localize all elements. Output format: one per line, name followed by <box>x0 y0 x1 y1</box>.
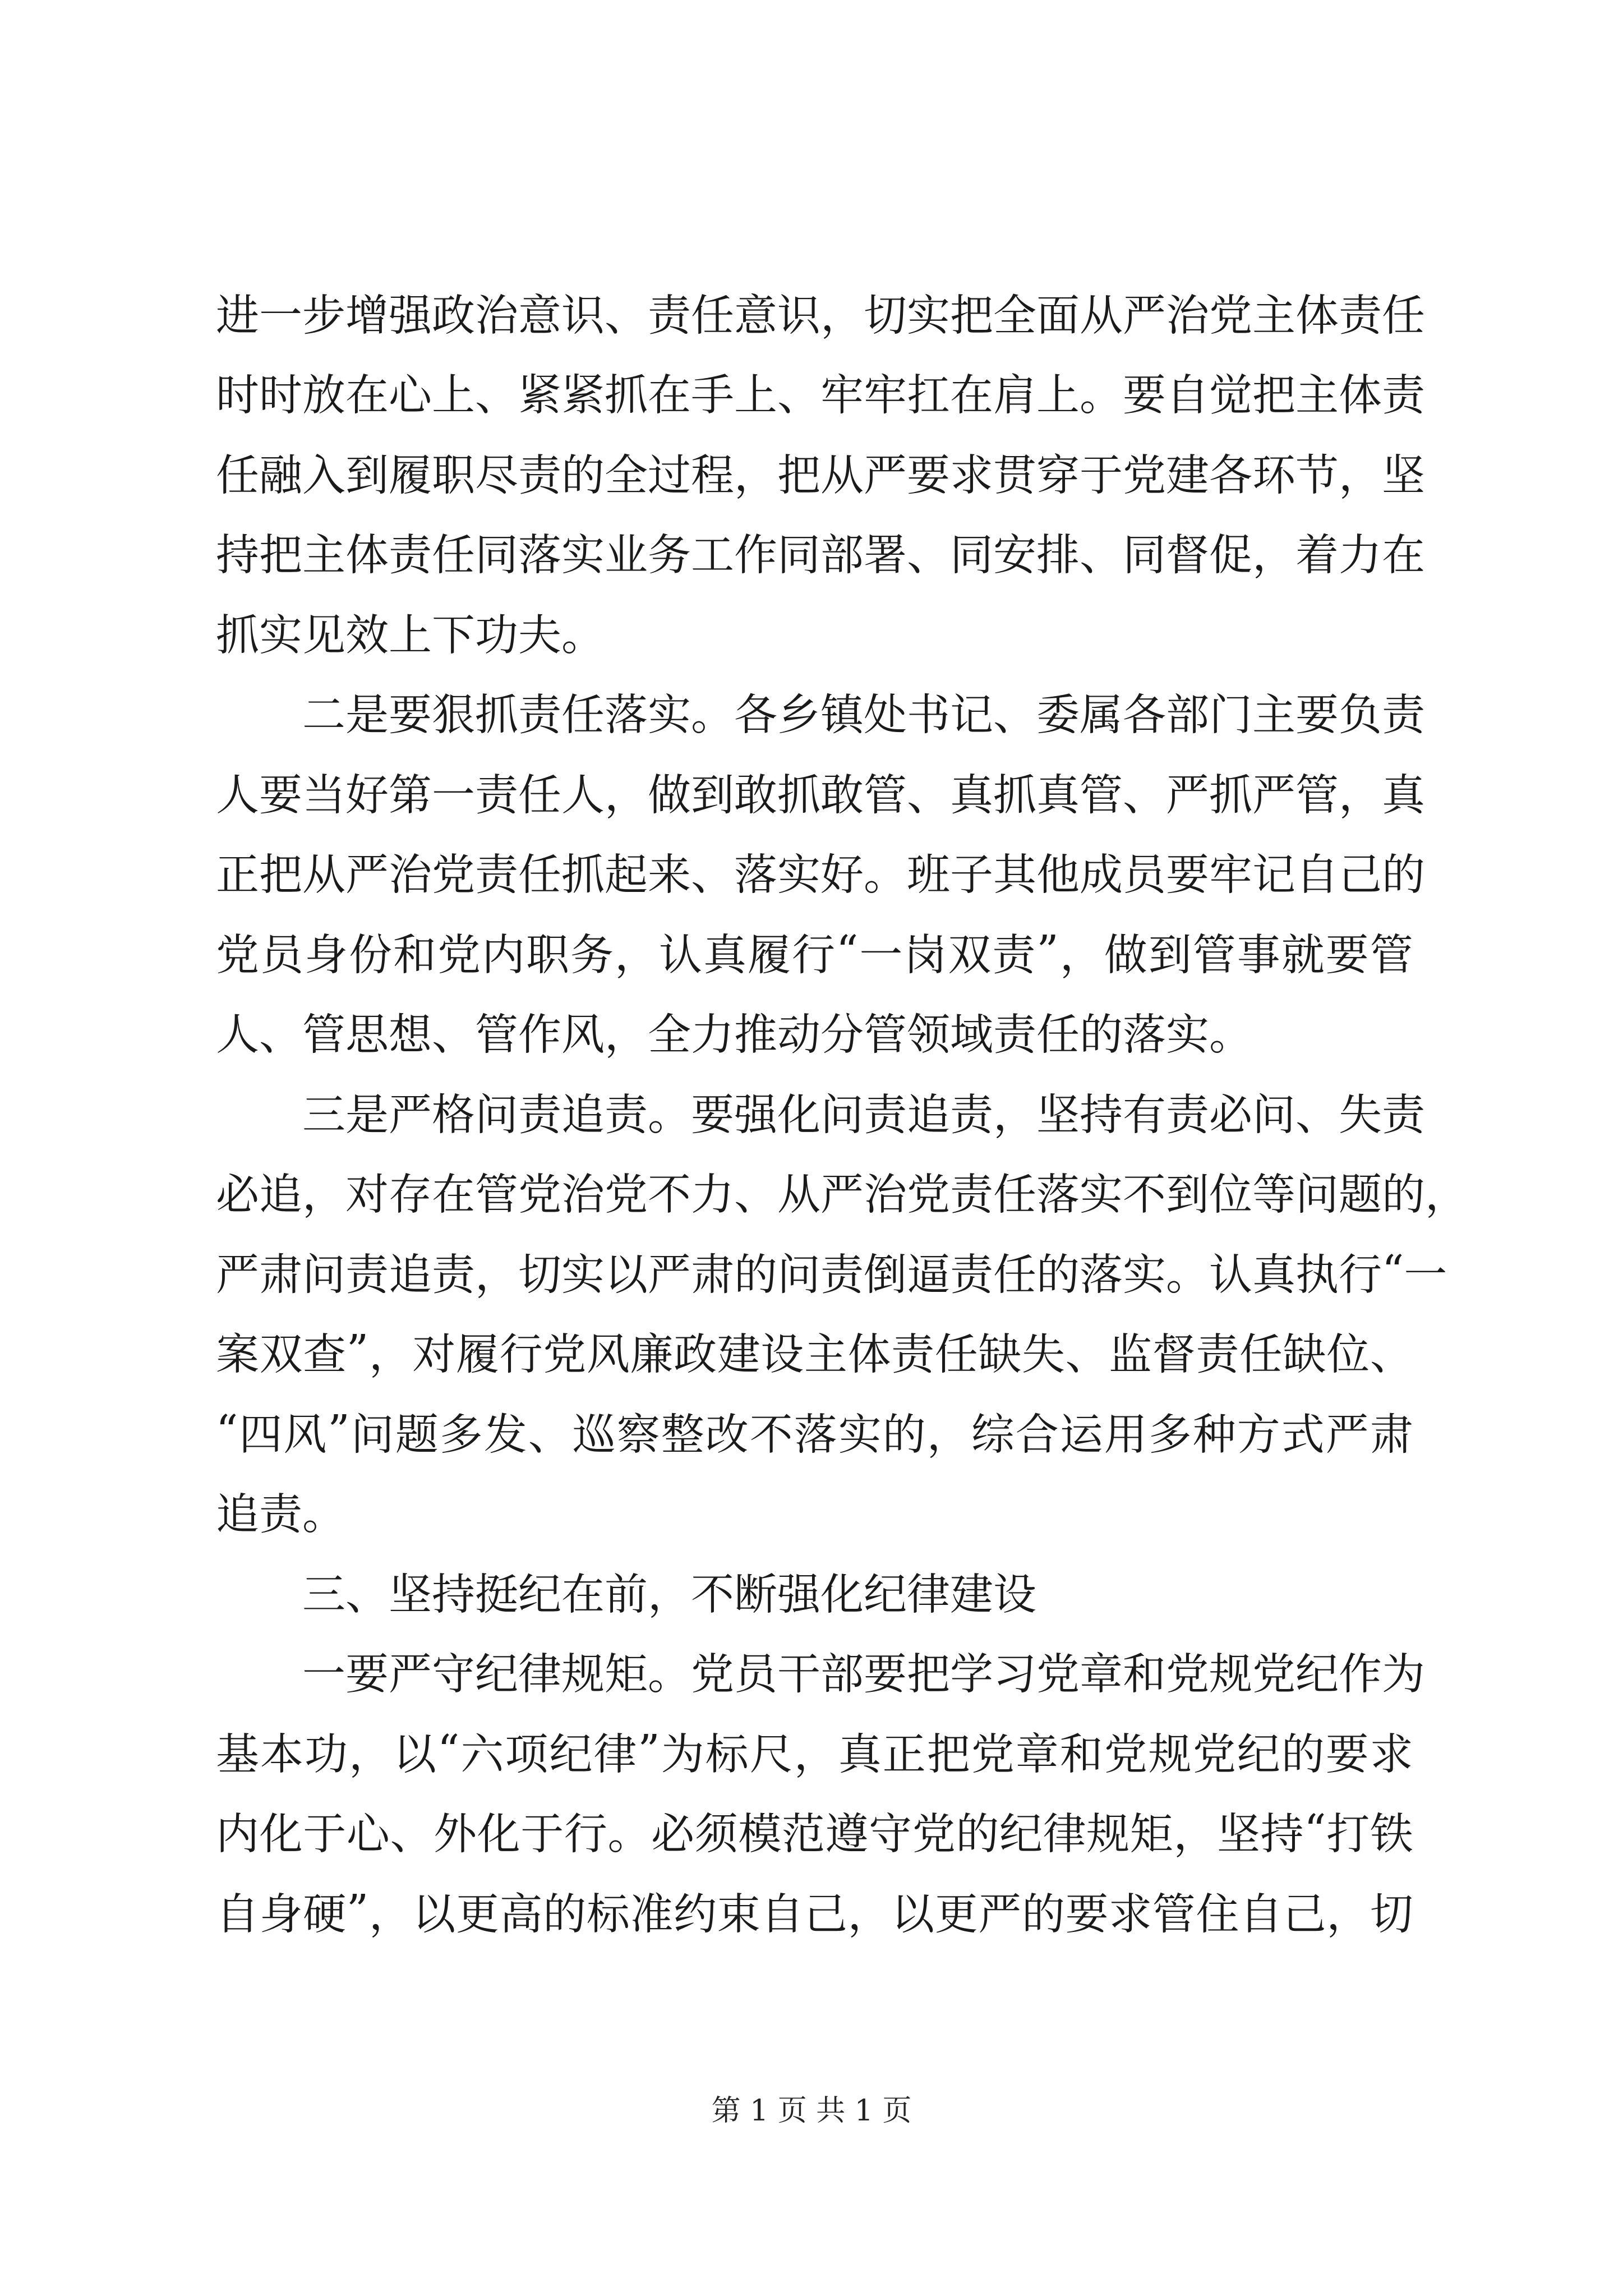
text-line: 基 本 功 ， 以 “ 六 项 纪 律 ” 为 标 尺 ， 真 正 把 党 章 和 党 规 党 纪 的 要 求 <box>216 1726 1413 1780</box>
text-line: 内 化 于 心 、 外 化 于 行 。 必 须 模 范 遵 守 党 的 纪 律 规 矩 ， 坚 持 “ 打 铁 <box>216 1806 1413 1860</box>
text-line: 正 把 从 严 治 党 责 任 抓 起 来 、 落 实 好 。 班 子 其 他 成 员 要 牢 记 自 己 的 <box>216 850 1425 901</box>
text-line: 追责。 <box>216 1490 345 1540</box>
document-body <box>216 272 1468 1951</box>
text-line: 人、管思想、管作风，全力推动分管领域责任的落实。 <box>216 1010 1252 1061</box>
text-line: 自 身 硬 ” ， 以 更 高 的 标 准 约 束 自 己 ， 以 更 严 的 要 求 管 住 自 己 ， 切 <box>216 1885 1413 1940</box>
section-heading: 三、坚持挺纪在前，不断强化纪律建设 <box>302 1570 1036 1620</box>
paragraph-first-line: 三是严格问责追责。要强化问责追责，坚持有责必问、失责 <box>302 1090 1425 1140</box>
text-line: 进 一 步 增 强 政 治 意 识 、 责 任 意 识 ， 切 实 把 全 面 从 严 治 党 主 体 责 任 <box>216 291 1425 341</box>
text-line: 时 时 放 在 心 上 、 紧 紧 抓 在 手 上 、 牢 牢 扛 在 肩 上 。 要 自 觉 把 主 体 责 <box>216 371 1425 421</box>
page-number-label: 第 1 页 共 1 页 <box>711 2094 912 2128</box>
text-line: 必 追 ， 对 存 在 管 党 治 党 不 力 、 从 严 治 党 责 任 落 实 不 到 位 等 问 题 的 ， <box>216 1170 1468 1221</box>
text-line: “ 四 风 ” 问 题 多 发 、 巡 察 整 改 不 落 实 的 ， 综 合 运 用 多 种 方 式 严 肃 <box>216 1406 1413 1460</box>
text-line: 人 要 当 好 第 一 责 任 人 ， 做 到 敢 抓 敢 管 、 真 抓 真 管 、 严 抓 严 管 ， 真 <box>216 770 1425 821</box>
text-line: 任 融 入 到 履 职 尽 责 的 全 过 程 ， 把 从 严 要 求 贯 穿 于 党 建 各 环 节 ， 坚 <box>216 450 1425 501</box>
text-line: 持 把 主 体 责 任 同 落 实 业 务 工 作 同 部 署 、 同 安 排 、 同 督 促 ， 着 力 在 <box>216 531 1425 581</box>
page-footer <box>0 2087 1623 2129</box>
text-line: 严 肃 问 责 追 责 ， 切 实 以 严 肃 的 问 责 倒 逼 责 任 的 落 实 。 认 真 执 行 “ 一 <box>216 1246 1447 1300</box>
text-line: 抓实见效上下功夫。 <box>216 610 605 661</box>
text-line: 党 员 身 份 和 党 内 职 务 ， 认 真 履 行 “ 一 岗 双 责 ” ， 做 到 管 事 就 要 管 <box>216 926 1413 981</box>
text-line: 案 双 查 ” ， 对 履 行 党 风 廉 政 建 设 主 体 责 任 缺 失 、 监 督 责 任 缺 位 、 <box>216 1326 1413 1381</box>
paragraph-first-line: 一要严守纪律规矩。党员干部要把学习党章和党规党纪作为 <box>302 1650 1425 1700</box>
paragraph-first-line: 二是要狠抓责任落实。各乡镇处书记、委属各部门主要负责 <box>302 691 1425 741</box>
